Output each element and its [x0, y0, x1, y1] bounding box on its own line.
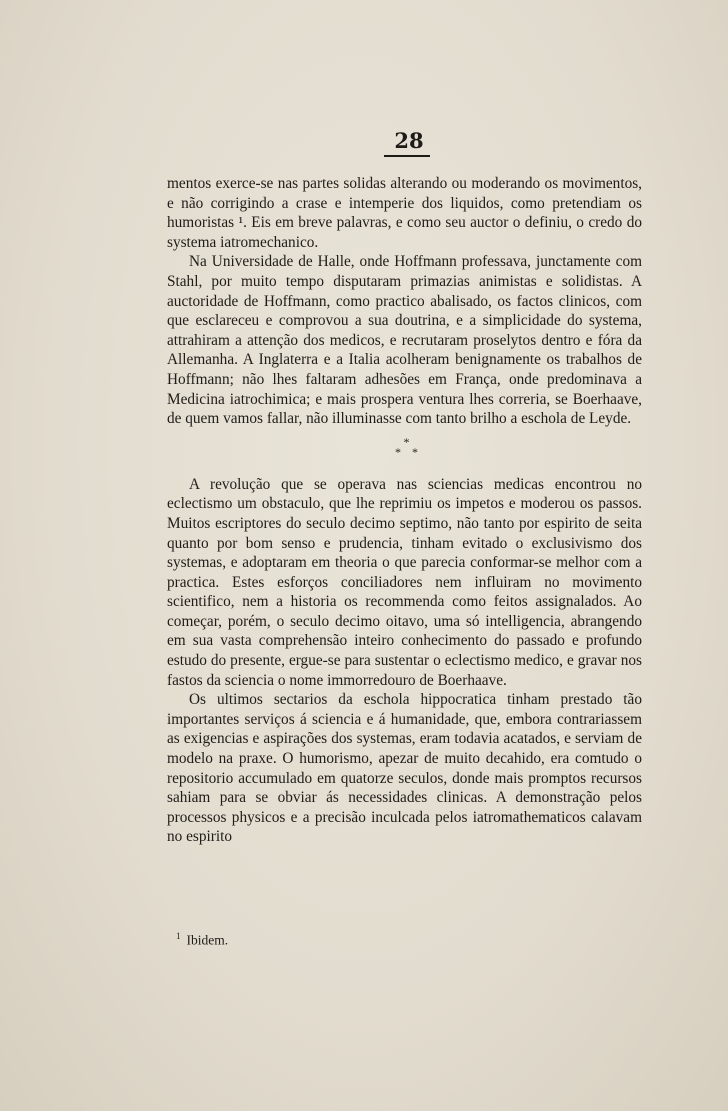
paragraph-2: Na Universidade de Halle, onde Hoffmann professava, junctamente com Stahl, por muito tempo disputaram primazias animistas e solidistas. A auctoridade de Hoffmann, como practico abalisado, os factos clinicos, com que esclareceu e comprovou a sua doutrina, e a simplicidade do systema, attrahiram a attenção dos medicos, e recrutaram proselytos dentro e fóra da Allemanha. A Inglaterra e a Italia acolheram benignamente os trabalhos de Hoffmann; não lhes faltaram adhesões em França, onde predominava a Medicina iatrochimica; e mais prospera ventura lhes correria, se Boerhaave, de quem vamos fallar, não illuminasse com tanto brilho a eschola de Leyde.: [167, 253, 642, 428]
footnote-marker: 1: [176, 931, 181, 941]
body-text: [167, 174, 642, 847]
section-asterism: [175, 429, 642, 475]
asterism-top: *: [403, 434, 414, 449]
footnote-text: Ibidem.: [186, 932, 229, 948]
paragraph-3: A revolução que se operava nas sciencias medicas encontrou no eclectismo um obstaculo, que lhe reprimiu os impetos e moderou os passos. Muitos escriptores do seculo decimo septimo, não tanto por espirito de seita quanto por bom senso e prudencia, tinham evitado o exclusivismo dos systemas, e adoptaram em theoria o que parecia conformar-se melhor com a practica. Estes esforços conciliadores nem influiram no movimento scientifico, nem a historia os recommenda como feitos assignalados. Ao começar, porém, o seculo decimo oitavo, uma só intelligencia, abrangendo em sua vasta comprehensão inteiro conhecimento do passado e profundo estudo do presente, ergue-se para sustentar o eclectismo medico, e gravar nos fastos da sciencia o nome immorredouro de Boerhaave.: [167, 475, 642, 689]
asterism-bottom: * *: [395, 444, 422, 459]
paragraph-4: Os ultimos sectarios da eschola hippocratica tinham prestado tão importantes serviços á sciencia e á humanidade, que, embora contrariassem as exigencias e aspirações dos systemas, eram todavia acatados, e serviam de modelo na praxe. O humorismo, apezar de muito decahido, era comtudo o repositorio accumulado em quatorze seculos, donde mais promptos recursos sahiam para se obviar ás necessidades clinicas. A demonstração pelos processos physicos e a precisão inculcada pelos iatromathematicos calavam no espirito: [167, 691, 642, 846]
paragraph-1: mentos exerce-se nas partes solidas alterando ou moderando os movimentos, e não corrigindo a crase e intemperie dos liquidos, como pretendiam os humoristas ¹. Eis em breve palavras, e como seu auctor o definiu, o credo do systema iatromechanico.: [167, 175, 642, 251]
header-rule: [384, 155, 430, 157]
footnote: [176, 931, 228, 949]
page-number: 28: [394, 128, 424, 153]
